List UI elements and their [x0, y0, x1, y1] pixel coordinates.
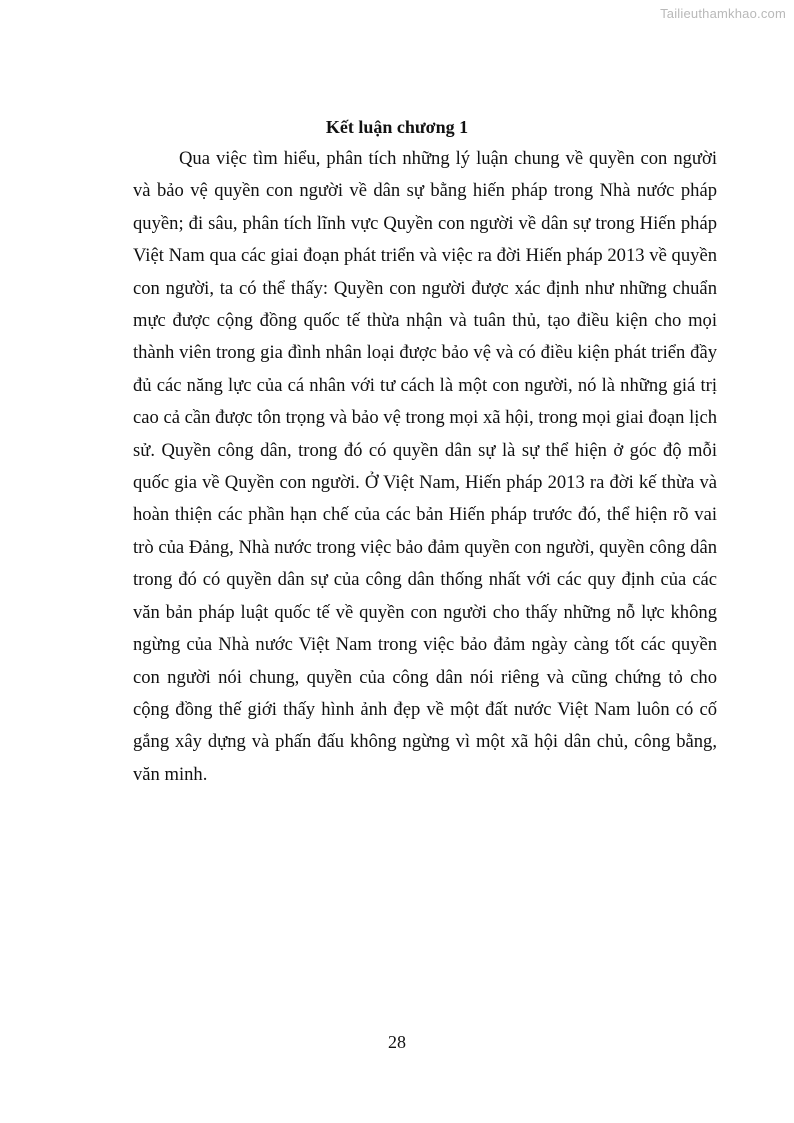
watermark-text: Tailieuthamkhao.com: [660, 6, 786, 21]
page-number: 28: [388, 1032, 406, 1052]
body-paragraph: Qua việc tìm hiểu, phân tích những lý luận chung về quyền con người và bảo vệ quyền con người về dân sự bằng hiến pháp trong Nhà nước pháp quyền; đi sâu, phân tích lĩnh vực Quyền con người về dân sự trong Hiến pháp Việt Nam qua các giai đoạn phát triển và việc ra đời Hiến pháp 2013 về quyền con người, ta có thể thấy: Quyền con người được xác định như những chuẩn mực được cộng đồng quốc tế thừa nhận và tuân thủ, tạo điều kiện cho mọi thành viên trong gia đình nhân loại được bảo vệ và có điều kiện phát triển đầy đủ các năng lực của cá nhân với tư cách là một con người, nó là những giá trị cao cả cần được tôn trọng và bảo vệ trong mọi xã hội, trong mọi giai đoạn lịch sử. Quyền công dân, trong đó có quyền dân sự là sự thể hiện ở góc độ mỗi quốc gia về Quyền con người. Ở Việt Nam, Hiến pháp 2013 ra đời kế thừa và hoàn thiện các phần hạn chế của các bản Hiến pháp trước đó, thể hiện rõ vai trò của Đảng, Nhà nước trong việc bảo đảm quyền con người, quyền công dân trong đó có quyền dân sự của công dân thống nhất với các quy định của các văn bản pháp luật quốc tế về quyền con người cho thấy những nỗ lực không ngừng của Nhà nước Việt Nam trong việc bảo đảm ngày càng tốt các quyền con người nói chung, quyền của công dân nói riêng và cũng chứng tỏ cho cộng đồng thế giới thấy hình ảnh đẹp về một đất nước Việt Nam luôn có cố gắng xây dựng và phấn đấu không ngừng vì một xã hội dân chủ, công bằng, văn minh.: [133, 148, 717, 785]
chapter-conclusion-heading: Kết luận chương 1: [325, 117, 469, 137]
